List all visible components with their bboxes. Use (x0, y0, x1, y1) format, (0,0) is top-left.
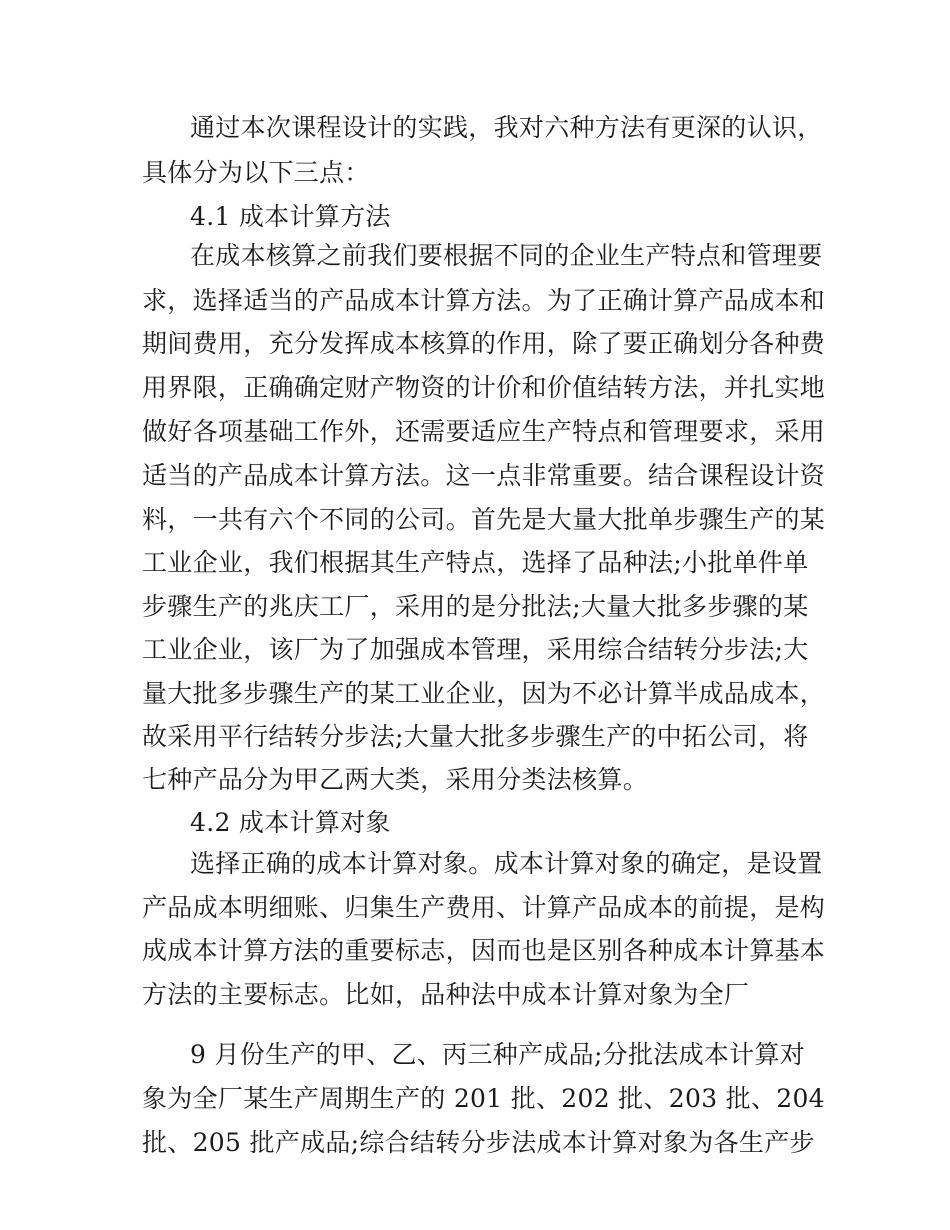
text-line: 批、205 批产成品;综合结转分步法成本计算对象为各生产步 (142, 1128, 815, 1157)
text-line: 故采用平行结转分步法;大量大批多步骤生产的中拓公司，将 (142, 722, 809, 751)
section-heading: 4.2 成本计算对象 (190, 808, 391, 837)
text-line: 产品成本明细账、归集生产费用、计算产品成本的前提，是构 (142, 893, 826, 922)
text-line: 在成本核算之前我们要根据不同的企业生产特点和管理要 (190, 241, 823, 270)
text-line: 期间费用，充分发挥成本核算的作用，除了要正确划分各种费 (142, 329, 826, 358)
text-line: 量大批多步骤生产的某工业企业，因为不必计算半成品成本， (142, 679, 826, 708)
text-line: 七种产品分为甲乙两大类，采用分类法核算。 (142, 765, 649, 794)
text-line: 求，选择适当的产品成本计算方法。为了正确计算产品成本和 (142, 286, 826, 315)
text-line: 方法的主要标志。比如，品种法中成本计算对象为全厂 (142, 980, 750, 1009)
text-line: 料，一共有六个不同的公司。首先是大量大批单步骤生产的某 (142, 505, 826, 534)
text-line: 步骤生产的兆庆工厂，采用的是分批法;大量大批多步骤的某 (142, 592, 809, 621)
text-line: 成成本计算方法的重要标志，因而也是区别各种成本计算基本 (142, 936, 826, 965)
section-heading: 4.1 成本计算方法 (190, 202, 391, 231)
text-line: 选择正确的成本计算对象。成本计算对象的确定，是设置 (190, 849, 823, 878)
text-line: 9 月份生产的甲、乙、丙三种产成品;分批法成本计算对 (190, 1040, 806, 1069)
text-line: 象为全厂某生产周期生产的 201 批、202 批、203 批、204 (142, 1084, 825, 1113)
text-line: 做好各项基础工作外，还需要适应生产特点和管理要求，采用 (142, 417, 826, 446)
text-line: 具体分为以下三点： (142, 158, 370, 187)
text-line: 通过本次课程设计的实践，我对六种方法有更深的认识， (190, 113, 823, 142)
text-line: 适当的产品成本计算方法。这一点非常重要。结合课程设计资 (142, 461, 826, 490)
text-line: 工业企业，我们根据其生产特点，选择了品种法;小批单件单 (142, 548, 809, 577)
text-line: 用界限，正确确定财产物资的计价和价值结转方法，并扎实地 (142, 373, 826, 402)
text-line: 工业企业，该厂为了加强成本管理，采用综合结转分步法;大 (142, 635, 809, 664)
